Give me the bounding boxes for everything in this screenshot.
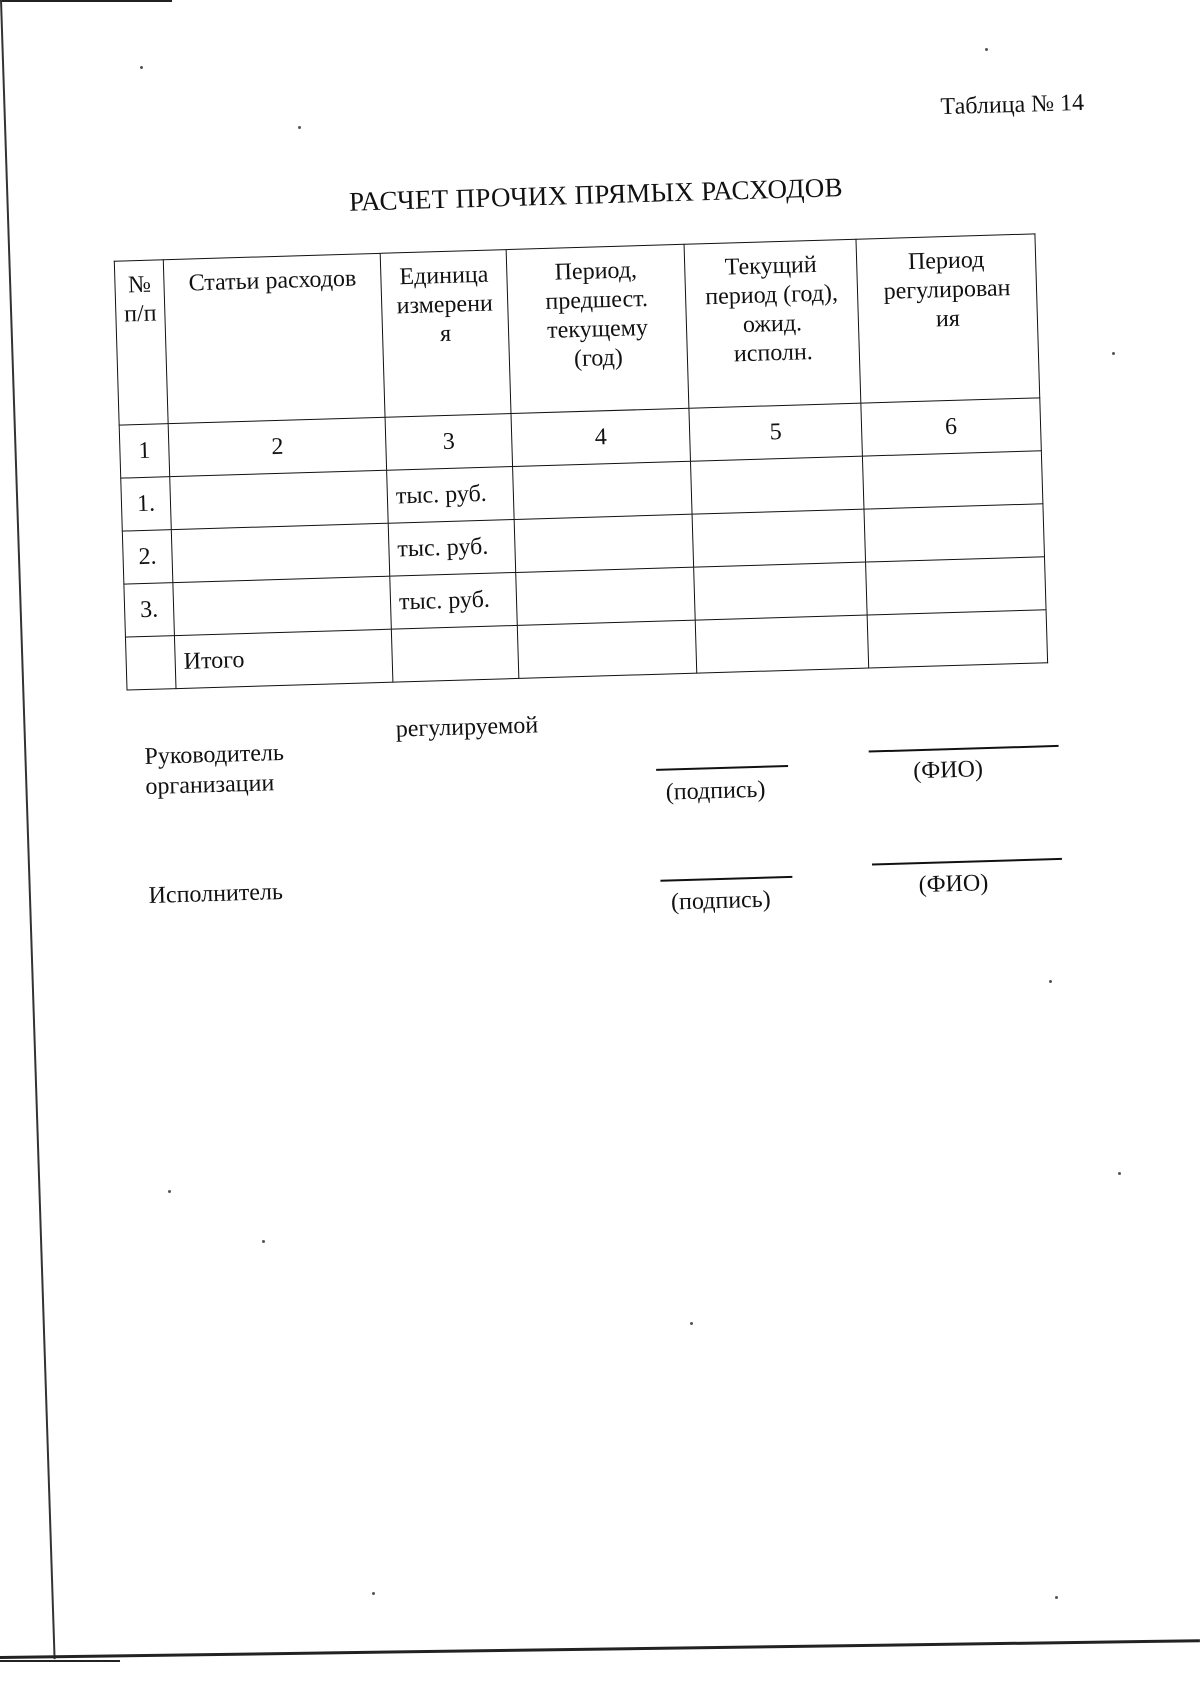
executor-signature-line	[660, 876, 792, 882]
row-unit: тыс. руб.	[387, 466, 515, 523]
column-number: 4	[511, 408, 690, 466]
row-regulated-value	[862, 451, 1042, 509]
row-item	[171, 523, 389, 582]
row-current-value	[690, 456, 863, 514]
row-unit: тыс. руб.	[388, 519, 516, 576]
head-label-organization: организации	[145, 770, 275, 801]
row-number: 1.	[121, 477, 172, 531]
header-cell-current-period: Текущий период (год), ожид. исполн.	[684, 239, 861, 408]
total-unit	[391, 625, 519, 682]
executor-name-caption: (ФИО)	[918, 870, 989, 899]
total-previous-value	[517, 620, 696, 678]
row-current-value	[694, 562, 867, 620]
header-cell-unit: Единица измерени я	[380, 250, 511, 418]
row-regulated-value	[866, 557, 1046, 615]
total-regulated-value	[867, 610, 1047, 668]
header-cell-item: Статьи расходов	[163, 253, 385, 423]
total-number	[125, 636, 176, 690]
total-current-value	[695, 615, 868, 673]
table-number: Таблица № 14	[940, 89, 1085, 121]
table-header-row	[114, 234, 1039, 425]
row-current-value	[692, 509, 865, 567]
executor-name-line	[872, 858, 1062, 865]
costs-table	[114, 233, 1048, 690]
total-label: Итого	[174, 629, 392, 688]
executor-signature-caption: (подпись)	[670, 886, 772, 916]
head-name-caption: (ФИО)	[912, 756, 984, 785]
column-number: 3	[385, 414, 513, 471]
column-number: 2	[168, 417, 386, 476]
header-cell-regulated-period: Период регулирован ия	[856, 234, 1040, 403]
executor-label: Исполнитель	[148, 879, 284, 909]
head-signature-line	[656, 765, 788, 771]
document-title: РАСЧЕТ ПРОЧИХ ПРЯМЫХ РАСХОДОВ	[348, 172, 844, 217]
head-label: Руководитель	[144, 739, 285, 771]
row-unit: тыс. руб.	[390, 572, 518, 629]
row-previous-value	[514, 514, 693, 572]
row-previous-value	[516, 567, 695, 625]
head-signature-caption: (подпись)	[665, 776, 766, 806]
row-previous-value	[513, 461, 692, 519]
row-number: 3.	[124, 583, 175, 637]
row-item	[173, 576, 391, 635]
header-cell-number: № п/п	[114, 260, 168, 425]
column-number: 6	[861, 398, 1041, 456]
row-number: 2.	[122, 530, 173, 584]
head-label-regulated: регулируемой	[395, 712, 539, 743]
column-number: 5	[689, 403, 862, 461]
row-item	[170, 470, 388, 529]
header-cell-previous-period: Период, предшест. текущему (год)	[506, 244, 689, 413]
column-number: 1	[119, 424, 170, 478]
head-name-line	[869, 745, 1059, 752]
row-regulated-value	[864, 504, 1044, 562]
